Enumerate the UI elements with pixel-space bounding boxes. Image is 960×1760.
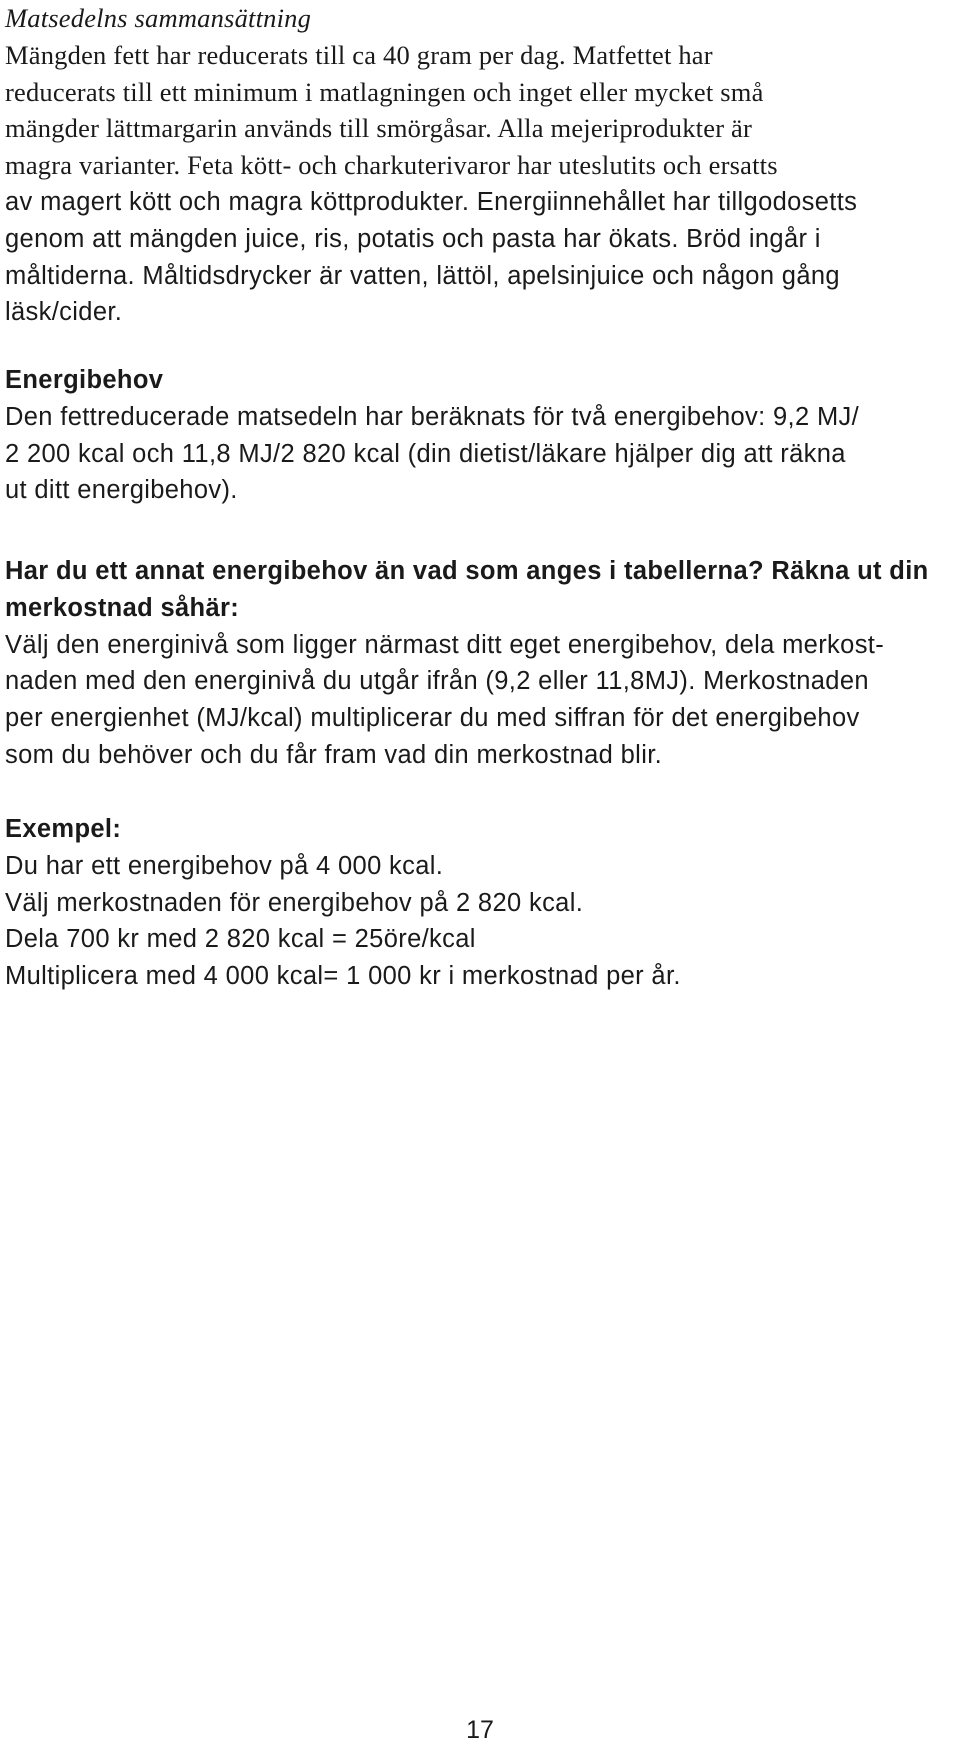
paragraph-line: måltiderna. Måltidsdrycker är vatten, lättöl, apelsinjuice och någon gång xyxy=(5,261,840,290)
paragraph-line: per energienhet (MJ/kcal) multiplicerar du med siffran för det energibehov xyxy=(5,704,860,733)
paragraph-line: naden med den energinivå du utgår ifrån (9,2 eller 11,8MJ). Merkostnaden xyxy=(5,667,869,696)
section-heading: Har du ett annat energibehov än vad som anges i tabellerna? Räkna ut din xyxy=(5,557,929,585)
energy-need-section xyxy=(5,362,859,509)
menu-composition-section xyxy=(5,0,857,331)
example-line: Multiplicera med 4 000 kcal= 1 000 kr i merkostnad per år. xyxy=(5,962,681,991)
section-title: Matsedelns sammansättning xyxy=(5,3,312,33)
paragraph-line: 2 200 kcal och 11,8 MJ/2 820 kcal (din dietist/läkare hjälper dig att räkna xyxy=(5,439,846,468)
paragraph-line: ut ditt energibehov). xyxy=(5,476,238,505)
example-line: Välj merkostnaden för energibehov på 2 820 kcal. xyxy=(5,888,584,917)
paragraph-line: Mängden fett har reducerats till ca 40 gram per dag. Matfettet har xyxy=(5,39,713,70)
paragraph-line: av magert kött och magra köttprodukter. Energiinnehållet har tillgodosetts xyxy=(5,187,858,216)
section-heading: merkostnad såhär: xyxy=(5,593,240,622)
paragraph-line: Den fettreducerade matsedeln har beräknats för två energibehov: 9,2 MJ/ xyxy=(5,402,860,431)
section-heading: Exempel: xyxy=(5,815,122,843)
cost-calculation-section xyxy=(5,553,929,774)
paragraph-line: genom att mängden juice, ris, potatis och pasta har ökats. Bröd ingår i xyxy=(5,224,821,253)
example-line: Du har ett energibehov på 4 000 kcal. xyxy=(5,851,444,880)
page-number: 17 xyxy=(466,1716,494,1744)
example-line: Dela 700 kr med 2 820 kcal = 25öre/kcal xyxy=(5,925,476,954)
paragraph-line: som du behöver och du får fram vad din merkostnad blir. xyxy=(5,740,663,769)
paragraph-line: läsk/cider. xyxy=(5,298,123,327)
section-heading: Energibehov xyxy=(5,366,164,394)
example-section xyxy=(5,811,681,995)
paragraph-line: magra varianter. Feta kött- och charkuterivaror har uteslutits och ersatts xyxy=(5,150,778,181)
paragraph-line: reducerats till ett minimum i matlagningen och inget eller mycket små xyxy=(5,76,764,107)
paragraph-line: mängder lättmargarin används till smörgåsar. Alla mejeriprodukter är xyxy=(5,113,753,144)
paragraph-line: Välj den energinivå som ligger närmast ditt eget energibehov, dela merkost- xyxy=(5,630,885,659)
